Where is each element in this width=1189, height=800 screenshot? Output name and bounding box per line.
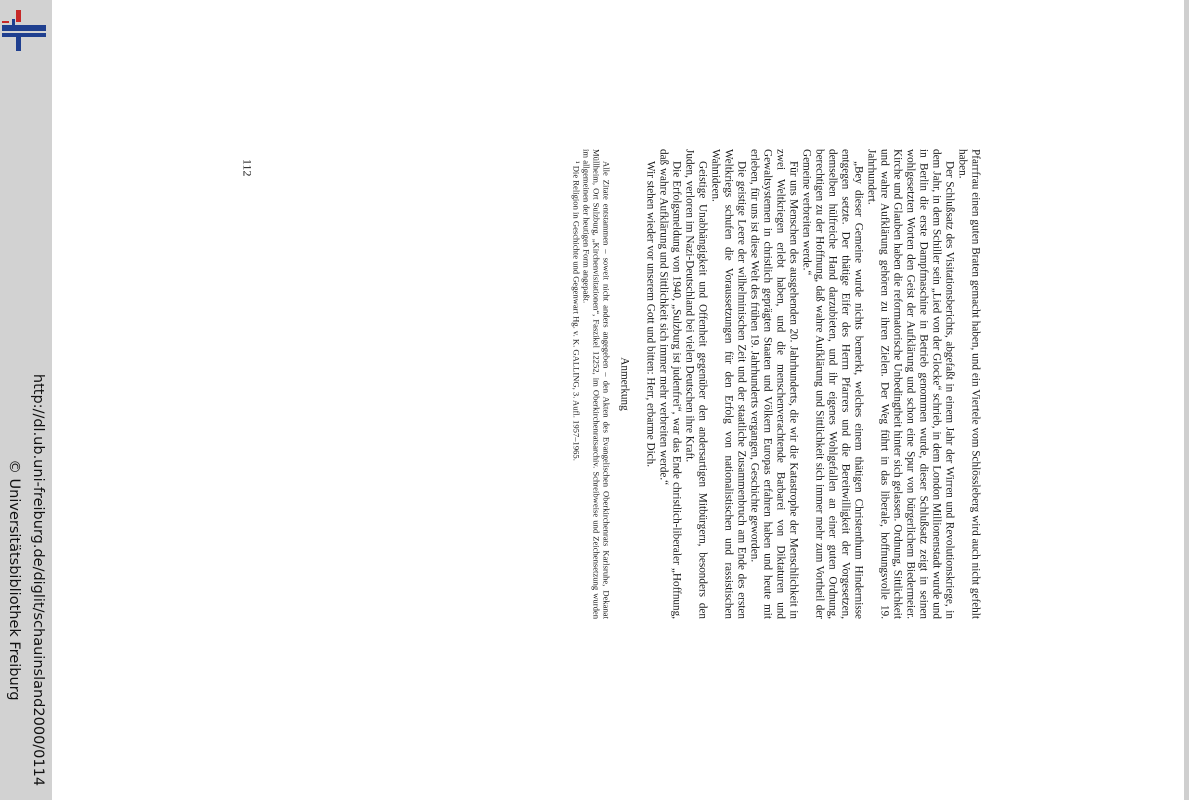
copyright-notice: © Universitätsbibliothek Freiburg (6, 459, 22, 701)
university-library-logo-icon (2, 9, 46, 51)
source-info (2, 374, 50, 786)
notes-title: Anmerkung (618, 357, 631, 411)
paragraph: Wir stehen wieder vor unserem Gott und bitten: Herr, erbarme Dich. (644, 161, 657, 468)
paragraph: Pfarrfrau einen guten Braten gemacht haben, und ein Viertele vom Schlössleberg wird auch nicht gefehlt haben. (956, 149, 982, 619)
source-url[interactable]: http://dl.ub.uni-freiburg.de/diglit/schauinsland2000/0114 (30, 373, 46, 787)
paragraph: Für uns Menschen des ausgehenden 20. Jahrhunderts, die wir die Katastrophe der Menschlichkeit in zwei Weltkriegen erlebt haben, und die menschenverachtende Barbarei von Diktaturen und Gewaltsystemen in christlich geprägten Staaten und Völkern Europas erfahren haben und heute mit erleben, für uns ist diese Welt des frühen 19. Jahrhunderts vergangen, Geschichte geworden. (748, 149, 800, 619)
notes-text: Alle Zitate entstammen – soweit nicht anders angegeben – den Akten des Evangelischen Oberkirchenrats Karlsruhe, Dekanat Müllheim, Ort Sulzburg, „Kirchenvisitationen“, Faszikel 12252, im Oberkirchenratsarchiv. Schreibweise und Zeichensetzung wurden im allgemeinen der heutigen Form angepaßt. (581, 149, 612, 619)
paragraph: Geistige Unabhängigkeit und Offenheit gegenüber den andersartigen Mitbürgern, besonders den Juden, verloren im Nazi-Deutschland bei vielen Deutschen ihre Kraft. (683, 149, 709, 619)
footnote: ¹ Die Religion in Geschichte und Gegenwart Hg. v. K. GALLING, 3. Aufl. 1957–1965. (571, 161, 582, 461)
paragraph: Die geistige Leere der wilhelminischen Zeit und der staatliche Zusammenbruch am Ende des ersten Weltkriegs schufen die Voraussetzungen für den Erfolg von nationalistischen und rassistischen Wahnideen. (709, 149, 748, 619)
scanned-page (207, 149, 982, 619)
paragraph: Der Schlußsatz des Visitationsberichts, abgefaßt in einem Jahr der Wirren und Revolutionskriege, in dem Jahr, in dem Schiller sein „Lied von der Glocke“ schrieb, in dem London Millionenstadt wurde und in Berlin die erste Dampfmaschine in Betrieb genommen wurde, dieser Schlußsatz zeigt in seinen wohlgesetzten Worten den Geist der Aufklärung und schon eine Spur von bürgerlichem Biedermeier. Kirche und Glauben haben die reformatorische Unbedingtheit hinter sich gelassen. Ordnung, Sittlichkeit und wahre Aufklärung gehören zu ihren Zielen. Der Weg führt in das liberale, hoffnungsvolle 19. Jahrhundert. (865, 149, 956, 619)
quote-paragraph: „Bey dieser Gemeine wurde nichts bemerkt, welches einem thätigen Christenthum Hindernisse entgegen setzte. Der thätige Eifer des Herrn Pfarrers und die Bereitwilligkeit der Vorgesetzen, demselben hülfreiche Hand darzubieten, und ihr eigenes Wohlgefallen an einer guten Ordnung, berechtigen zu der Hoffnung, daß wahre Aufklärung und Sittlichkeit sich immer mehr zum Vortheil der Gemeine verbreiten werde.“ (800, 149, 865, 619)
viewer-right-edge (1184, 0, 1189, 800)
viewer-sidebar (0, 0, 52, 800)
page-body (572, 149, 982, 619)
paragraph: Die Erfolgsmeldung von 1940, „Sulzburg ist judenfrei“, war das Ende christlich-liberaler „Hoffnung, daß wahre Aufklärung und Sittlichkeit sich immer mehr verbreiten werde.“ (657, 149, 683, 619)
page-number: 112 (240, 159, 255, 177)
